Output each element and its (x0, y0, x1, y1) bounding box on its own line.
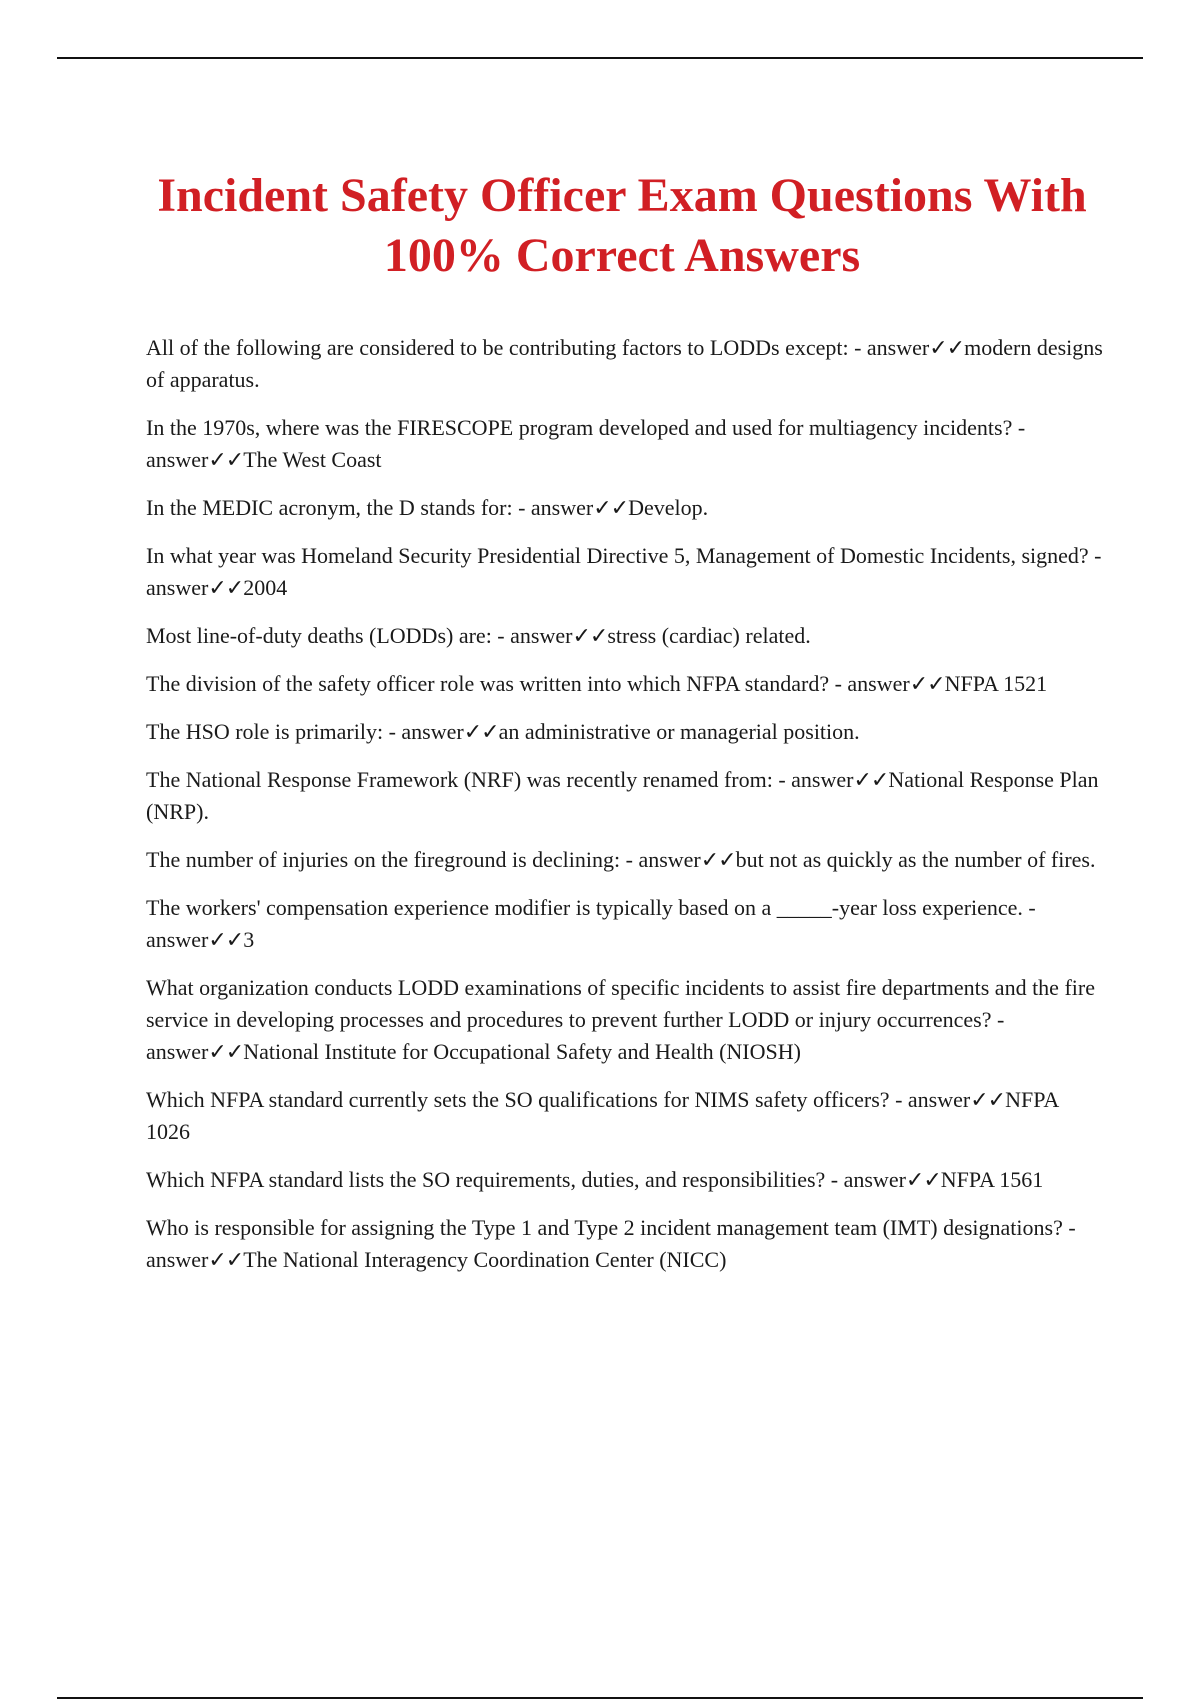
answer-marker: answer (510, 623, 573, 648)
document-title: Incident Safety Officer Exam Questions With 100% Correct Answers (157, 169, 1087, 282)
answer-text: Develop. (628, 495, 709, 520)
answer-text: 3 (243, 927, 255, 952)
check-icon: ✓✓ (208, 575, 244, 600)
answer-marker: answer (638, 847, 701, 872)
qa-item (146, 844, 1106, 876)
answer-text: NFPA 1026 (146, 1087, 1059, 1144)
answer-marker: answer (843, 1167, 906, 1192)
check-icon: ✓✓ (970, 1087, 1006, 1112)
qa-item (146, 620, 1106, 652)
check-icon: ✓✓ (463, 719, 499, 744)
answer-marker: answer (907, 1087, 971, 1112)
check-icon: ✓✓ (208, 1039, 244, 1064)
question-text: The workers' compensation experience modifier is typically based on a _____-year loss experience. - (146, 895, 1036, 920)
question-text: The National Response Framework (NRF) was recently renamed from: - (146, 767, 786, 792)
question-text: All of the following are considered to be contributing factors to LODDs except: - (146, 335, 862, 360)
bottom-rule (57, 1697, 1143, 1699)
answer-marker: answer (146, 1039, 209, 1064)
qa-item (146, 540, 1106, 604)
question-text: The HSO role is primarily: - (146, 719, 396, 744)
answer-text: stress (cardiac) related. (607, 623, 811, 648)
qa-item (146, 972, 1106, 1068)
answer-text: The National Interagency Coordination Center (NICC) (243, 1247, 727, 1272)
answer-marker: answer (146, 575, 209, 600)
qa-item (146, 668, 1106, 700)
answer-marker: answer (146, 1247, 209, 1272)
answer-marker: answer (847, 671, 910, 696)
question-text: Which NFPA standard lists the SO requirements, duties, and responsibilities? - (146, 1167, 839, 1192)
answer-marker: answer (146, 927, 209, 952)
question-text: The number of injuries on the fireground is declining: - (146, 847, 633, 872)
check-icon: ✓✓ (905, 1167, 941, 1192)
answer-text: modern designs of apparatus. (146, 335, 1103, 392)
check-icon: ✓✓ (929, 335, 965, 360)
answer-text: an administrative or managerial position. (498, 719, 860, 744)
question-text: Most line-of-duty deaths (LODDs) are: - (146, 623, 505, 648)
question-text: In the 1970s, where was the FIRESCOPE program developed and used for multiagency incidents? - (146, 415, 1026, 440)
answer-text: but not as quickly as the number of fires. (735, 847, 1096, 872)
question-text: Who is responsible for assigning the Type 1 and Type 2 incident management team (IMT) designations? - (146, 1215, 1076, 1240)
answer-text: NFPA 1521 (944, 671, 1048, 696)
answer-text: The West Coast (243, 447, 382, 472)
answer-text: National Institute for Occupational Safety and Health (NIOSH) (243, 1039, 801, 1064)
qa-item (146, 1212, 1106, 1276)
question-text: What organization conducts LODD examinations of specific incidents to assist fire departments and the fire service in developing processes and procedures to prevent further LODD or injury occurrences? - (146, 975, 1095, 1032)
check-icon: ✓✓ (593, 495, 629, 520)
check-icon: ✓✓ (208, 1247, 244, 1272)
qa-item (146, 332, 1106, 396)
qa-item (146, 492, 1106, 524)
check-icon: ✓✓ (700, 847, 736, 872)
question-text: Which NFPA standard currently sets the SO qualifications for NIMS safety officers? - (146, 1087, 903, 1112)
check-icon: ✓✓ (853, 767, 889, 792)
answer-marker: answer (530, 495, 594, 520)
qa-item (146, 716, 1106, 748)
qa-item (146, 764, 1106, 828)
check-icon: ✓✓ (208, 447, 244, 472)
answer-marker: answer (791, 767, 854, 792)
qa-item (146, 1164, 1106, 1196)
check-icon: ✓✓ (572, 623, 608, 648)
answer-text: National Response Plan (NRP). (146, 767, 1099, 824)
answer-text: 2004 (243, 575, 288, 600)
qa-item (146, 1084, 1106, 1148)
question-text: In what year was Homeland Security Presidential Directive 5, Management of Domestic Incidents, signed? - (146, 543, 1102, 568)
question-text: The division of the safety officer role was written into which NFPA standard? - (146, 671, 842, 696)
answer-marker: answer (401, 719, 464, 744)
qa-item (146, 892, 1106, 956)
qa-list (146, 332, 1106, 1292)
answer-text: NFPA 1561 (940, 1167, 1044, 1192)
top-rule (57, 57, 1143, 59)
qa-item (146, 412, 1106, 476)
answer-marker: answer (866, 335, 930, 360)
check-icon: ✓✓ (909, 671, 945, 696)
question-text: In the MEDIC acronym, the D stands for: - (146, 495, 526, 520)
answer-marker: answer (146, 447, 209, 472)
check-icon: ✓✓ (208, 927, 244, 952)
